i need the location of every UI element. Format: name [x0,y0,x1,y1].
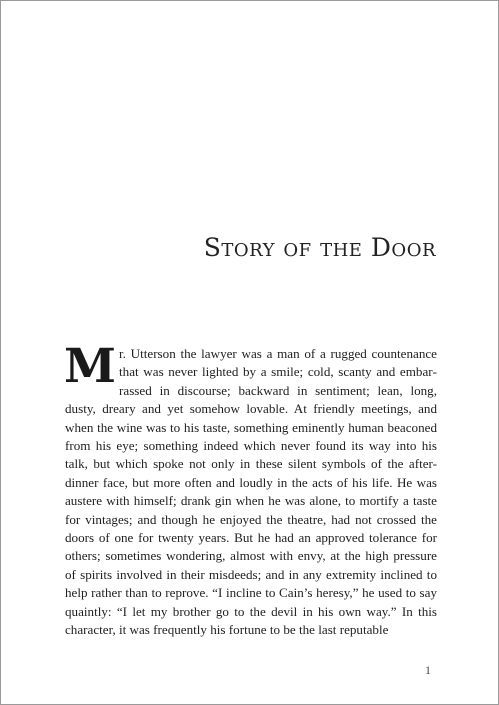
chapter-title: Story of the Door [203,233,436,262]
page-number: 1 [425,663,431,677]
drop-cap: M [64,339,117,394]
paragraph-text: r. Utterson the lawyer was a man of a rugged countenance that was never lighted by a smile; cold, scanty and embarrassed in discourse; backward in sentiment; lean, long, dusty, dreary and yet somehow lovable. At friendly meetings, and when the wine was to his taste, something eminently human beaconed from his eye; something indeed which never found its way into his talk, but which spoke not only in these silent symbols of the after-dinner face, but more often and loudly in the acts of his life. He was austere with himself; drank gin when he was alone, to mortify a taste for vintages; and though he enjoyed the theatre, had not crossed the doors of one for twenty years. But he had an approved tolerance for others; sometimes wondering, almost with envy, at the high pressure of spirits involved in their misdeeds; and in any extremity inclined to help rather than to reprove. “I incline to Cain’s heresy,” he used to say quaintly: “I let my brother go to the devil in his own way.” In this character, it was frequently his fortune to be the last reputable [65,346,437,638]
body-paragraph [64,339,437,640]
